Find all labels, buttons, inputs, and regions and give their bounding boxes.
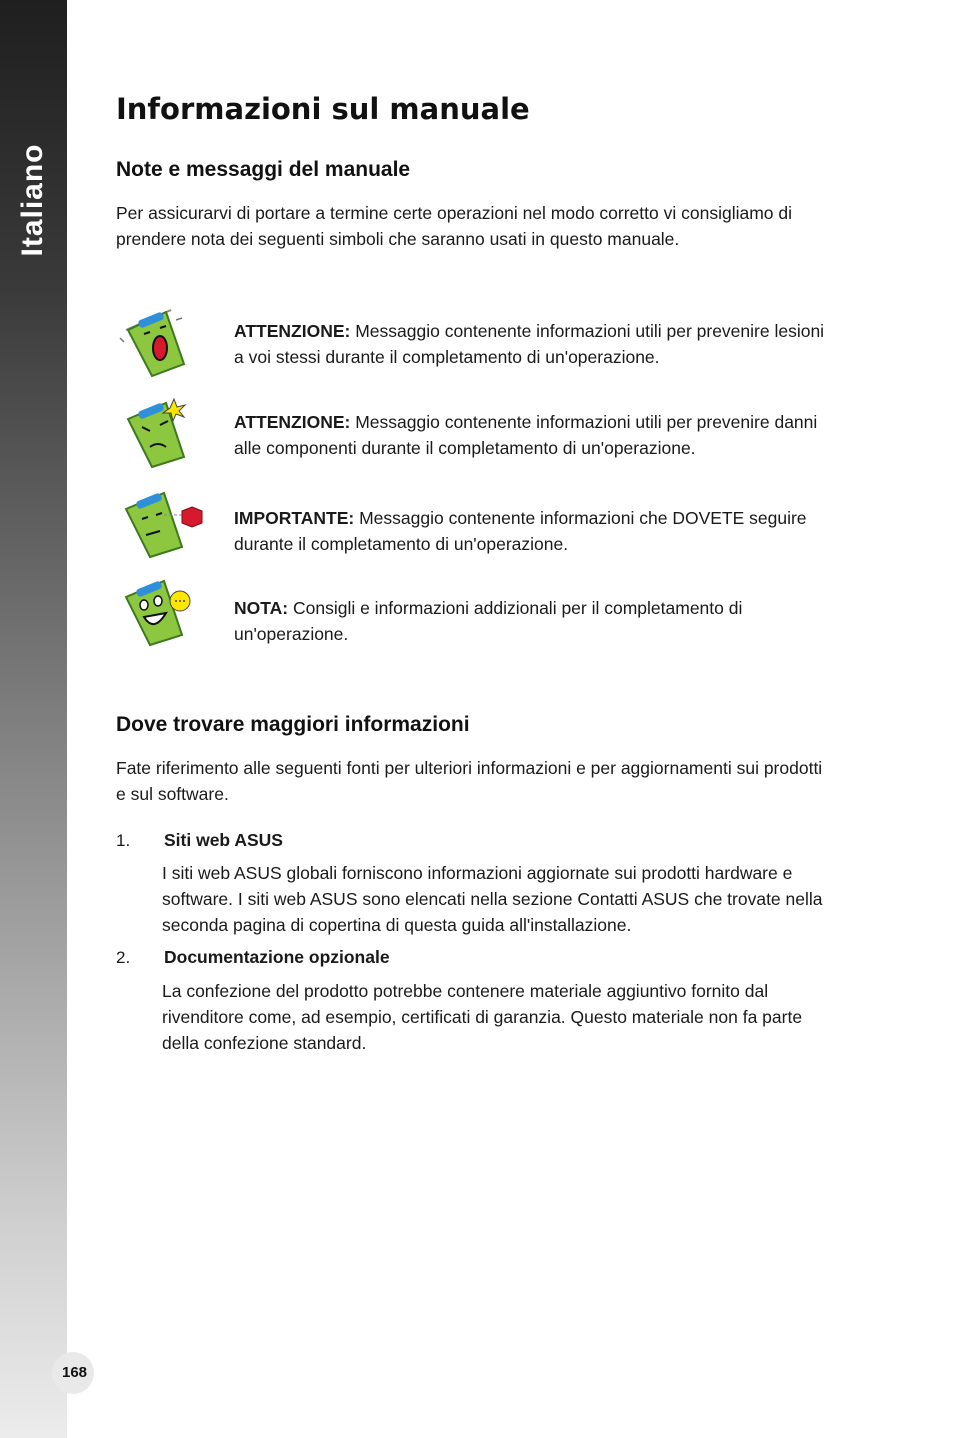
- notice-text: [234, 318, 834, 370]
- note-happy-card-icon: [116, 573, 211, 653]
- notice-label: NOTA:: [234, 598, 289, 618]
- notice-label: ATTENZIONE:: [234, 321, 351, 341]
- list-item-title: Siti web ASUS: [164, 830, 283, 850]
- list-item-title: Documentazione opzionale: [164, 947, 390, 967]
- notice-row-warning: [116, 318, 836, 398]
- notice-body: Messaggio contenente informazioni utili per prevenire danni alle componenti durante il completamento di un'operazione.: [234, 412, 818, 458]
- notice-body: Messaggio contenente informazioni che DOVETE seguire durante il completamento di un'operazione.: [234, 508, 807, 554]
- page-title: Informazioni sul manuale: [116, 92, 530, 126]
- language-side-tab: [0, 0, 67, 1438]
- notice-label: ATTENZIONE:: [234, 412, 351, 432]
- list-number: 2.: [116, 948, 131, 967]
- section-heading-notes: Note e messaggi del manuale: [116, 158, 411, 181]
- notice-text: [234, 595, 834, 647]
- warning-shouting-card-icon: [116, 302, 211, 382]
- notice-row-important: [116, 505, 836, 585]
- language-label: Italiano: [16, 143, 49, 257]
- page-number: 168: [62, 1364, 88, 1381]
- notes-intro: Per assicurarvi di portare a termine certe operazioni nel modo corretto vi consigliamo di prendere nota dei seguenti simboli che saranno usati in questo manuale.: [116, 203, 792, 249]
- section-heading-more-info: Dove trovare maggiori informazioni: [116, 713, 470, 736]
- notice-text: [234, 505, 834, 557]
- more-info-intro: Fate riferimento alle seguenti fonti per ulteriori informazioni e per aggiornamenti sui prodotti e sul software.: [116, 758, 823, 804]
- notice-label: IMPORTANTE:: [234, 508, 355, 528]
- notice-row-caution: [116, 409, 836, 489]
- notice-body: Messaggio contenente informazioni utili per prevenire lesioni a voi stessi durante il completamento di un'operazione.: [234, 321, 825, 367]
- important-card-icon: [116, 485, 211, 565]
- list-item-body: I siti web ASUS globali forniscono informazioni aggiornate sui prodotti hardware e software. I siti web ASUS sono elencati nella sezione Contatti ASUS che trovate nella seconda pagina di copertina di questa guida all'installazione.: [162, 863, 823, 935]
- notice-body: Consigli e informazioni addizionali per il completamento di un'operazione.: [234, 598, 743, 644]
- list-item-body: La confezione del prodotto potrebbe contenere materiale aggiuntivo fornito dal rivenditore come, ad esempio, certificati di garanzia. Questo materiale non fa parte della confezione standard.: [162, 981, 803, 1053]
- list-number: 1.: [116, 831, 131, 850]
- caution-angry-card-icon: [116, 395, 211, 475]
- notice-row-note: [116, 595, 836, 675]
- notice-text: [234, 409, 834, 461]
